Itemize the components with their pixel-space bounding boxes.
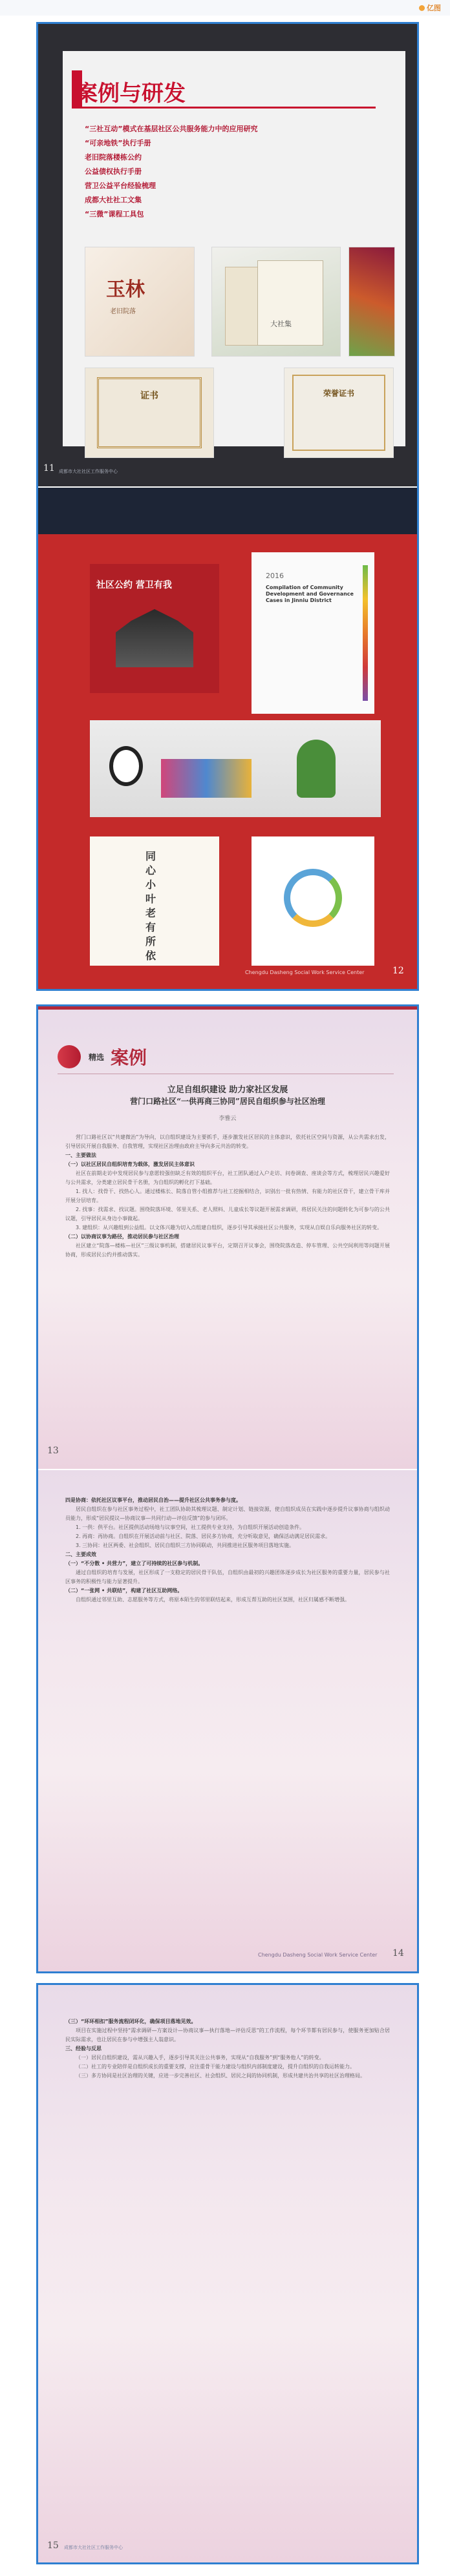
page-12 (38, 488, 417, 989)
paragraph: 2. 找事：找需求、找议题。围绕院落环境、邻里关系、老人照料、儿童成长等议题开展需求调研，将居民关注的问题转化为可参与的公共议题，引导居民从身边小事做起。 (65, 1207, 390, 1221)
heading: 四是协商：依托社区议事平台，推动居民自治——提升社区公共事务参与度。 (65, 1497, 241, 1503)
display-photo (90, 720, 381, 817)
page-number: 11 (43, 463, 55, 473)
output-list (85, 122, 257, 222)
page-footer: Chengdu Dasheng Social Work Service Center (245, 970, 365, 975)
page-footer: 成都市大社社区工作服务中心 (64, 2545, 123, 2550)
page-15 (38, 1985, 417, 2562)
paragraph: 3. 三协同：社区两委、社会组织、居民自组织三方协同联动，共同推进社区服务项目落地实施。 (76, 1542, 295, 1548)
booklet-photo (252, 552, 374, 714)
logo-book-photo (252, 836, 374, 966)
page-number: 12 (392, 966, 404, 976)
title-rule (72, 107, 376, 109)
article-body (65, 1133, 390, 1260)
page-12-band (38, 488, 417, 534)
book-stack-photo (211, 247, 341, 357)
brand-logo[interactable] (419, 3, 441, 13)
logo-icon (419, 5, 425, 11)
heading: （二）“一张网 • 共联结”，构建了社区互助网络。 (65, 1588, 183, 1594)
booklet-title: 2016 (266, 572, 284, 580)
paragraph: （三）多方协同是社区治理的关键，应进一步完善社区、社会组织、居民之间的协同机制，形成共建共治共享的社区治理格局。 (76, 2073, 365, 2079)
panda-toy (109, 746, 143, 786)
article-title-2: 营门口路社区“一供再商三协同”居民自组织参与社区治理 (130, 1097, 325, 1106)
page-11 (38, 24, 417, 486)
plant-pot (297, 740, 336, 798)
paragraph: 社区建立“院落—楼栋—社区”三级议事机制，搭建居民议事平台，定期召开议事会，围绕院落改造、停车管理、公共空间利用等问题开展协商，形成居民公约并推动落实。 (65, 1243, 390, 1258)
brochure-stack (161, 759, 252, 798)
list-item: 公益债权执行手册 (85, 167, 142, 176)
section-title: 案例 (111, 1047, 147, 1068)
vertical-book-photo (90, 836, 219, 966)
book-photo-title: 社区公约 营卫有我 (96, 580, 172, 590)
book-subtitle: 老旧院落 (110, 308, 136, 315)
book-calligraphy: 玉林 (106, 278, 145, 301)
page-13 (38, 1006, 417, 1469)
list-item: 老旧院落楼栋公约 (85, 153, 142, 161)
page-footer: Chengdu Dasheng Social Work Service Center (258, 1952, 378, 1958)
paragraph: 1. 一供：供平台。社区提供活动场地与议事空间，社工提供专业支持，为自组织开展活动创造条件。 (76, 1524, 305, 1530)
certificate-border-2 (292, 375, 385, 451)
list-item: 营卫公益平台经验梳理 (85, 182, 156, 190)
author: 李雅云 (219, 1116, 237, 1122)
heading: 二、主要成效 (65, 1552, 96, 1557)
building-illustration (116, 609, 193, 667)
book-photo (90, 564, 219, 693)
booklet-subtitle: Compilation of Community Development and Governance Cases in Jinniu District (266, 585, 354, 603)
paragraph: 居民自组织在参与社区事务过程中，社工团队协助其梳理议题、制定计划、链接资源，使自组织成员在实践中逐步提升议事协商与组织动员能力，形成“居民提议—协商议事—共同行动—评估反馈”的参与闭环。 (65, 1506, 390, 1521)
paragraph: （一）居民自组织建设，需从兴趣入手，逐步引导其关注公共事务，实现从“自我服务”到“服务他人”的转变。 (76, 2055, 325, 2061)
list-item: “可亲地铁”执行手册 (85, 139, 151, 147)
heading: （一）以社区居民自组织培育为载体，激发居民主体意识 (65, 1161, 195, 1167)
page-number: 13 (47, 1446, 59, 1456)
article-body (65, 2017, 390, 2081)
book2-title: 大社集 (270, 320, 292, 328)
article-body (65, 1496, 390, 1605)
page-number: 15 (47, 2540, 59, 2551)
paragraph: 项目在实施过程中坚持“需求调研—方案设计—协商议事—执行落地—评估反思”的工作流程，每个环节都有居民参与，使服务更加贴合居民实际需求，也让居民在参与中增强主人翁意识。 (65, 2028, 390, 2042)
colorful-book-photo (348, 247, 395, 357)
certificate-photo-2 (284, 368, 394, 458)
page-14 (38, 1470, 417, 1971)
app-topbar (0, 0, 450, 16)
article-title-1: 立足自组织建设 助力家社区发展 (167, 1085, 288, 1095)
heading: （三）“环环相扣”服务流程闭环化，确保项目落地见效。 (65, 2019, 197, 2024)
list-item: 成都大社社工文集 (85, 196, 142, 204)
paragraph: 3. 建组织：从兴趣组到公益组。以文体兴趣为切入点组建自组织，逐步引导其承接社区公共服务，实现从自娱自乐向服务社区的转变。 (76, 1225, 383, 1231)
heading: 一、主要做法 (65, 1152, 96, 1158)
page-footer: 成都市大社社区工作服务中心 (59, 469, 118, 474)
heading: 三、经验与反思 (65, 2046, 102, 2051)
paragraph: 2. 再商：再协商。自组织在开展活动前与社区、院落、居民多方协商，充分听取意见，确保活动满足居民需求。 (76, 1533, 331, 1539)
heading: （一）“不分散 • 共营力”，建立了可持续的社区参与机制。 (65, 1561, 204, 1566)
paragraph: 营门口路社区以“共建微治”为导向，以自组织建设为主要抓手，逐步激发社区居民的主体意识，依托社区空间与资源，从公共需求出发，引导居民开展自我服务、自我管理，实现社区治理由政府主导向多元共治的转变。 (65, 1134, 390, 1149)
certificate-title: 证书 (140, 391, 158, 401)
vertical-book-title: 同 心 小 叶 老 有 所 依 (145, 850, 156, 962)
heading: （二）以协商议事为路径，推动居民参与社区治理 (65, 1234, 179, 1240)
logo-text: 亿图 (427, 4, 441, 12)
certificate-border (97, 377, 202, 448)
paragraph: 社区在前期走访中发现居民参与意愿较强但缺乏有效的组织平台，社工团队通过入户走访、问卷调查、座谈会等方式，梳理居民兴趣爱好与公共需求，分类建立居民骨干名册，为自组织的孵化打下基础。 (65, 1170, 390, 1185)
paragraph: （二）社工的专业陪伴是自组织成长的重要支撑，应注重骨干能力建设与组织内部制度建设，提升自组织的自我运转能力。 (76, 2064, 355, 2070)
section-label: 精选 (89, 1053, 105, 1062)
book-cover-photo (85, 247, 195, 357)
book-stack-spine-2 (257, 260, 323, 346)
booklet-stripes (363, 565, 368, 701)
title-ribbon (58, 1045, 81, 1068)
page-number: 14 (392, 1948, 404, 1958)
certificate-photo (85, 368, 214, 458)
list-item: “三微”课程工具包 (85, 210, 144, 218)
paragraph: 通过自组织的培育与发展，社区形成了一支稳定的居民骨干队伍，自组织由最初的兴趣团体逐步成长为社区服务的重要力量，居民参与社区事务的积极性与能力显著提升。 (65, 1570, 390, 1584)
top-band (38, 1006, 417, 1010)
list-item: “三社互动”模式在基层社区公共服务能力中的应用研究 (85, 125, 258, 133)
section-title: 案例与研发 (76, 81, 186, 107)
round-logo (284, 869, 342, 927)
paragraph: 1. 找人：找骨干、找热心人。通过楼栋长、院落自管小组推荐与社工挖掘相结合，识别出一批有热情、有能力的社区骨干，建立骨干库并开展分层培育。 (65, 1189, 390, 1203)
certificate2-title: 荣誉证书 (323, 389, 354, 398)
paragraph: 自组织通过邻里互助、志愿服务等方式，将原本陌生的邻里联结起来，形成互帮互助的社区氛围，社区归属感不断增强。 (76, 1597, 350, 1603)
